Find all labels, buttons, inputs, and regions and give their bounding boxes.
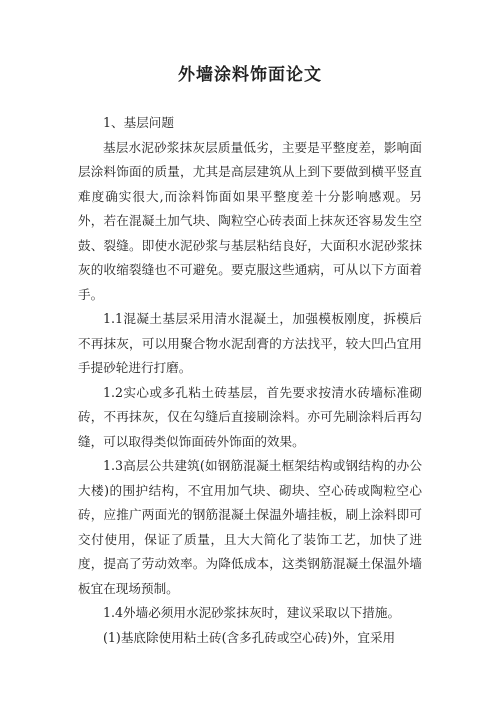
paragraph-intro: 基层水泥砂浆抹灰层质量低劣，主要是平整度差，影响面层涂料饰面的质量，尤其是高层建筑从上到下要做到横平竖直难度确实很大,而涂料饰面如果平整度差十分影响感观。另外，若在混凝土加气块、陶粒空心砖表面上抹灰还容易发生空鼓、裂缝。即使水泥砂浆与基层粘结良好，大面积水泥砂浆抹灰的收缩裂缝也不可避免。要克服这些通病，可从以下方面着手。 <box>78 139 422 302</box>
paragraph-1-3: 1.3高层公共建筑(如钢筋混凝土框架结构或钢结构的办公大楼)的围护结构，不宜用加气块、砌块、空心砖或陶粒空心砖，应推广两面光的钢筋混凝土保温外墙挂板，刷上涂料即可交付使用，保证了质量，且大大简化了装饰工艺，加快了进度，提高了劳动效率。为降低成本，这类钢筋混凝土保温外墙板宜在现场预制。 <box>78 458 422 596</box>
paragraph-1-2: 1.2实心或多孔粘土砖基层，首先要求按清水砖墙标准砌砖，不再抹灰，仅在勾缝后直接刷涂料。亦可先刷涂料后再勾缝，可以取得类似饰面砖外饰面的效果。 <box>78 384 422 449</box>
section-heading: 1、基层问题 <box>103 115 174 130</box>
paragraph-1-1: 1.1混凝土基层采用清水混凝土，加强模板刚度，拆模后不再抹灰，可以用聚合物水泥刮膏的方法找平，较大凹凸宜用手提砂轮进行打磨。 <box>78 311 422 375</box>
paragraph-item-1: (1)基底除使用粘土砖(含多孔砖或空心砖)外，宜采用 <box>103 629 396 645</box>
document-title: 外墙涂料饰面论文 <box>178 65 322 85</box>
paragraph-1-4: 1.4外墙必须用水泥砂浆抹灰时，建议采取以下措施。 <box>103 605 401 620</box>
